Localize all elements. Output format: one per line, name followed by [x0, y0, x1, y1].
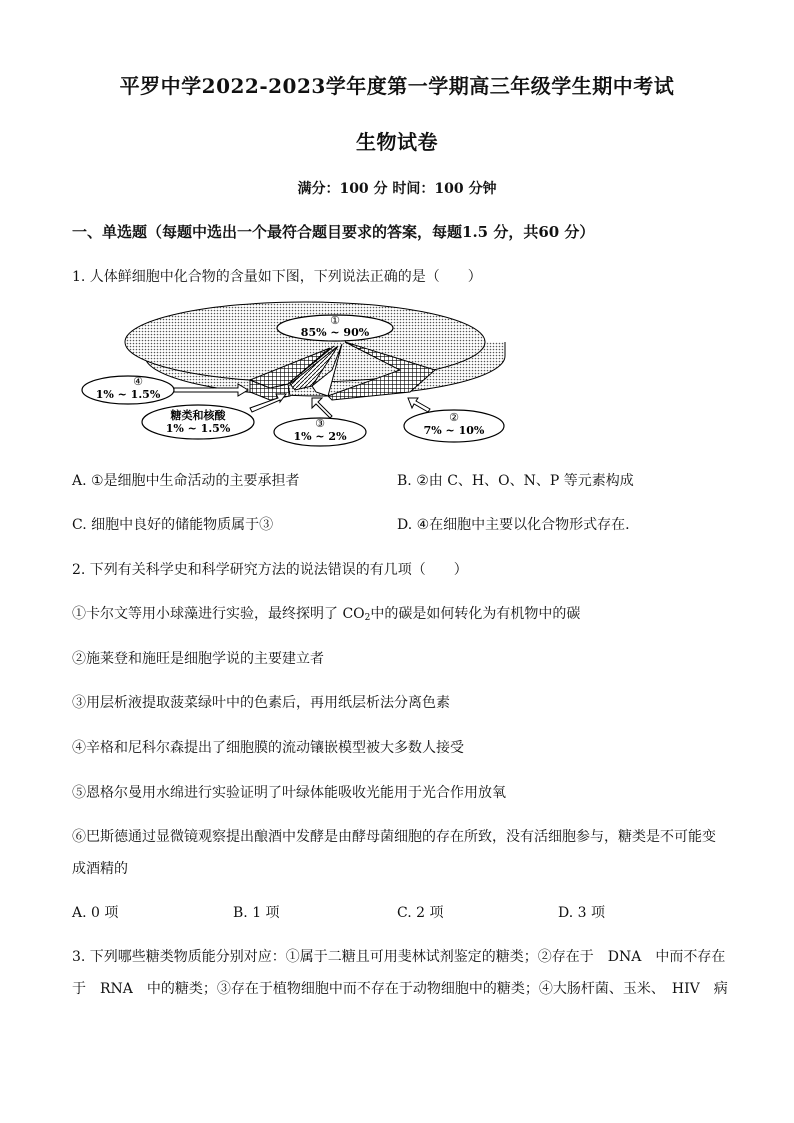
- q2-item-1-pre: ①卡尔文等用小球藻进行实验，最终探明了 CO: [72, 606, 365, 622]
- q2-item-1-post: 中的碳是如何转化为有机物中的碳: [370, 606, 581, 622]
- question-3-line-2: 于 RNA 中的糖类；③存在于植物细胞中而不存在于动物细胞中的糖类；④大肠杆菌、玉米、 HIV 病: [72, 981, 728, 997]
- label-3: ③: [315, 417, 325, 430]
- question-3-line-1: 3. 下列哪些糖类物质能分别对应：①属于二糖且可用斐林试剂鉴定的糖类；②存在于 DNA 中而不存在: [72, 949, 726, 965]
- q2-item-4: ④辛格和尼科尔森提出了细胞膜的流动镶嵌模型被大多数人接受: [72, 740, 464, 756]
- q2-item-5: ⑤恩格尔曼用水绵进行实验证明了叶绿体能吸收光能用于光合作用放氧: [72, 785, 506, 801]
- q2-item-6-line-1: ⑥巴斯德通过显微镜观察提出酿酒中发酵是由酵母菌细胞的存在所致，没有活细胞参与，糖类是不可能变: [72, 829, 716, 845]
- q2-option-d[interactable]: D. 3 项: [558, 905, 605, 921]
- compound-pie-figure: [80, 300, 520, 450]
- q1-option-d[interactable]: D. ④在细胞中主要以化合物形式存在.: [397, 517, 630, 533]
- q2-option-b[interactable]: B. 1 项: [233, 905, 280, 921]
- question-2-stem: 2. 下列有关科学史和科学研究方法的说法错误的有几项（ ）: [72, 562, 468, 578]
- arrow-2: [408, 398, 430, 412]
- q2-option-c[interactable]: C. 2 项: [397, 905, 444, 921]
- range-3: 1% ~ 2%: [293, 430, 347, 443]
- q2-item-6-line-2: 成酒精的: [72, 861, 128, 877]
- q2-item-1: [72, 603, 580, 623]
- range-2: 7% ~ 10%: [423, 424, 485, 437]
- label-sugar: 糖类和核酸: [170, 409, 226, 422]
- exam-subject: 生物试卷: [356, 130, 438, 154]
- q2-item-1-subscript: 2: [364, 613, 371, 623]
- range-1: 85% ~ 90%: [300, 326, 370, 339]
- label-1: ①: [330, 314, 340, 327]
- q2-item-2: ②施莱登和施旺是细胞学说的主要建立者: [72, 651, 324, 667]
- question-1-stem: 1. 人体鲜细胞中化合物的含量如下图，下列说法正确的是（ ）: [72, 269, 482, 285]
- exam-meta: 满分：100 分 时间：100 分钟: [297, 181, 497, 197]
- label-4: ④: [133, 375, 143, 388]
- q1-option-a[interactable]: A. ①是细胞中生命活动的主要承担者: [72, 473, 300, 489]
- label-2: ②: [449, 411, 459, 424]
- exam-title: 平罗中学2022-2023学年度第一学期高三年级学生期中考试: [119, 74, 675, 98]
- q2-option-a[interactable]: A. 0 项: [72, 905, 119, 921]
- q1-option-b[interactable]: B. ②由 C、H、O、N、P 等元素构成: [397, 473, 634, 489]
- range-4: 1% ~ 1.5%: [95, 388, 161, 401]
- section-heading: 一、单选题（每题中选出一个最符合题目要求的答案，每题1.5 分，共60 分）: [72, 223, 595, 241]
- q1-option-c[interactable]: C. 细胞中良好的储能物质属于③: [72, 517, 274, 533]
- range-sugar: 1% ~ 1.5%: [165, 422, 231, 435]
- arrow-3: [312, 398, 332, 418]
- q2-item-3: ③用层析液提取菠菜绿叶中的色素后，再用纸层析法分离色素: [72, 695, 450, 711]
